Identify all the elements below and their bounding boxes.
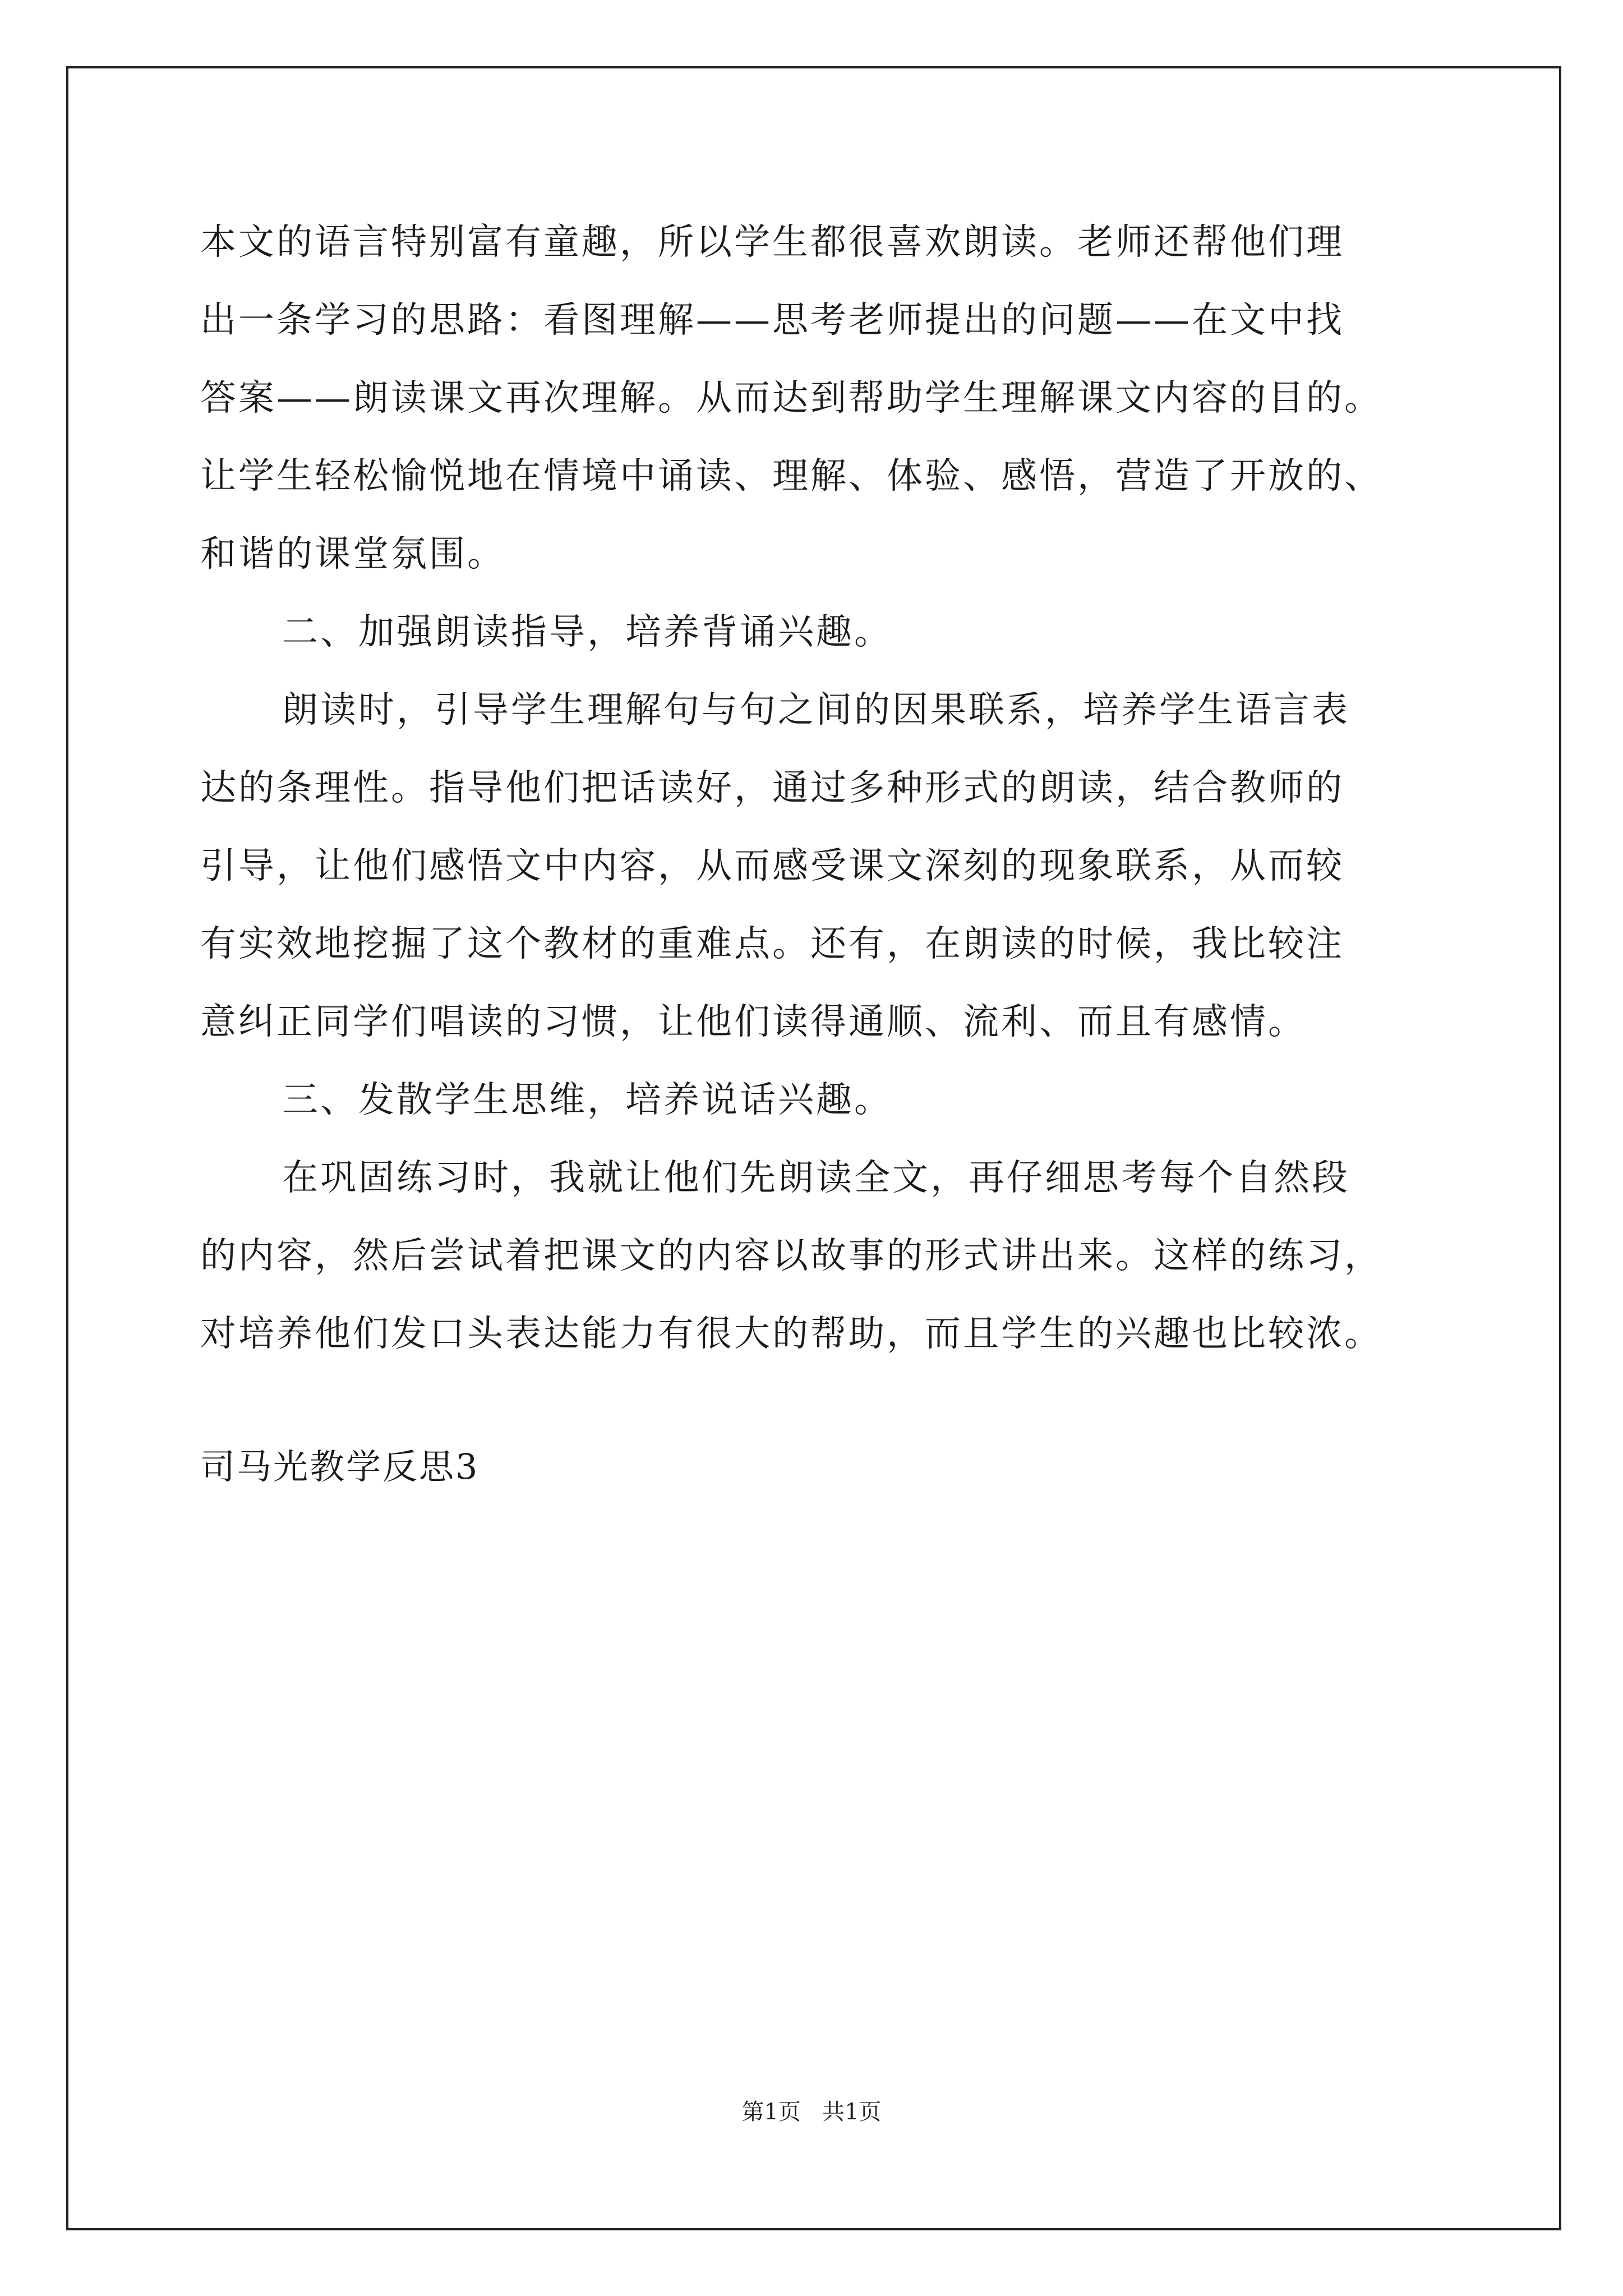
paragraph-line: 对培养他们发口头表达能力有很大的帮助，而且学生的兴趣也比较浓。 [200,1313,1382,1355]
paragraph-line: 本文的语言特别富有童趣，所以学生都很喜欢朗读。老师还帮他们理 [200,222,1344,263]
paragraph-line: 的内容，然后尝试着把课文的内容以故事的形式讲出来。这样的练习， [200,1235,1382,1277]
paragraph-line: 意纠正同学们唱读的习惯，让他们读得通顺、流利、而且有感情。 [200,1001,1306,1043]
paragraph-line: 出一条学习的思路：看图理解——思考老师提出的问题——在文中找 [200,300,1344,341]
paragraph-line: 有实效地挖掘了这个教材的重难点。还有，在朗读的时候，我比较注 [200,923,1344,965]
paragraph-line: 让学生轻松愉悦地在情境中诵读、理解、体验、感悟，营造了开放的、 [200,455,1382,497]
page-number-footer: 第1页 共1页 [741,2099,882,2125]
section-heading: 三、发散学生思维，培养说话兴趣。 [282,1079,892,1121]
section-heading: 二、加强朗读指导，培养背诵兴趣。 [282,611,892,653]
paragraph-line: 答案——朗读课文再次理解。从而达到帮助学生理解课文内容的目的。 [200,378,1382,419]
paragraph-line: 朗读时，引导学生理解句与句之间的因果联系，培养学生语言表 [282,689,1350,731]
document-title: 司马光教学反思3 [200,1446,479,1487]
paragraph-line: 和谐的课堂氛围。 [200,533,505,575]
paragraph-line: 达的条理性。指导他们把话读好，通过多种形式的朗读，结合教师的 [200,767,1344,809]
paragraph-line: 在巩固练习时，我就让他们先朗读全文，再仔细思考每个自然段 [282,1157,1350,1199]
paragraph-line: 引导，让他们感悟文中内容，从而感受课文深刻的现象联系，从而较 [200,845,1344,887]
